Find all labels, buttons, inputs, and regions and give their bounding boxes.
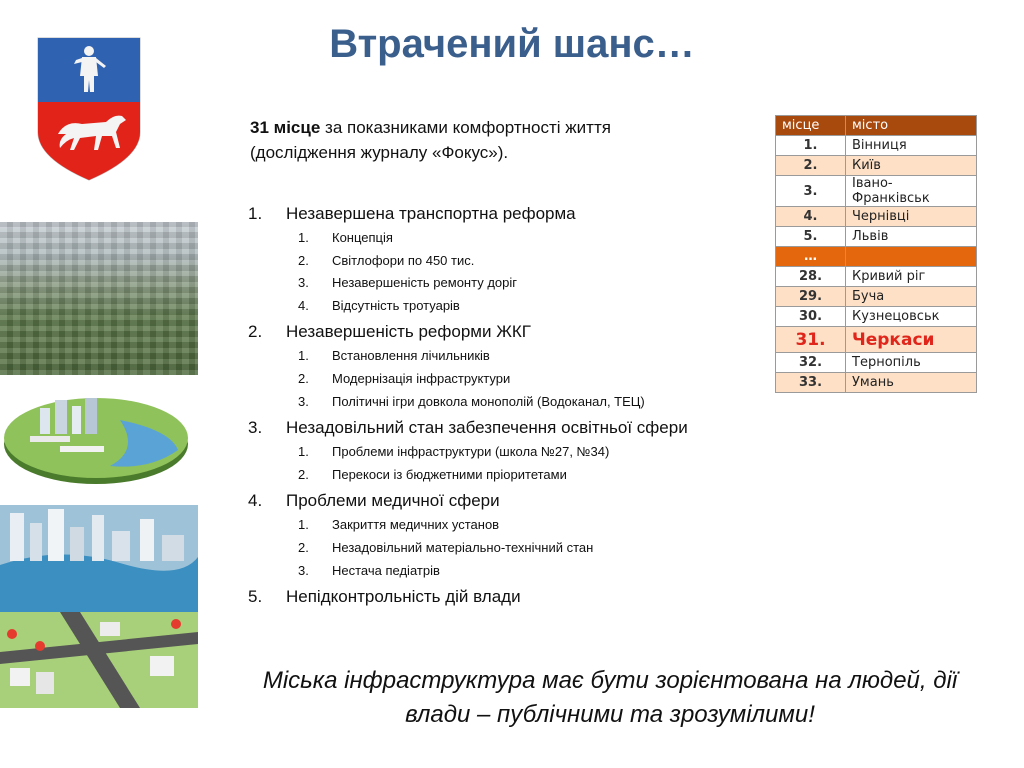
ranking-intro [250,115,700,165]
place-cell: 31. [776,327,846,353]
list-number: 3. [298,393,309,409]
list-number: 2. [248,322,263,342]
header-place: місце [776,116,846,136]
problem-label: Незавершена транспортна реформа [286,204,576,223]
sub-item [286,464,758,487]
sub-list [286,441,758,486]
table-row [776,227,977,247]
place-cell: 3. [776,176,846,207]
coat-of-arms-image [36,36,142,182]
sub-item [286,441,758,464]
place-cell: 1. [776,136,846,156]
city-cell: Буча [846,287,977,307]
conclusion-line-2: влади – публічними та зрозумілими! [405,701,815,728]
table-row [776,307,977,327]
city-cell: Кузнецовськ [846,307,977,327]
place-cell: 30. [776,307,846,327]
sub-item-label: Незавершеність ремонту доріг [332,275,518,291]
problem-label: Непідконтрольність дій влади [286,587,521,607]
city-cell: Вінниця [846,136,977,156]
table-header-row [776,116,977,136]
sub-item-label: Перекоси із бюджетними пріоритетами [332,466,567,482]
city-render-coast-image [0,505,198,615]
place-cell: … [776,247,846,267]
city-cell [846,247,977,267]
city-cell: Кривий ріг [846,267,977,287]
place-cell: 28. [776,267,846,287]
list-number: 5. [248,587,263,607]
problem-item [248,203,758,317]
sub-item-label: Нестача педіатрів [332,562,440,578]
list-number: 3. [298,562,309,578]
list-number: 2. [298,466,309,482]
page-title: Втрачений шанс… [329,22,695,66]
problem-item [248,586,758,608]
list-number: 2. [298,370,309,386]
list-number: 2. [298,252,309,268]
sub-item [286,537,758,560]
sub-item [286,272,758,295]
sub-item-label: Концепція [332,230,393,245]
table-row [776,287,977,307]
city-cell: Тернопіль [846,353,977,373]
city-cell: Черкаси [846,327,977,353]
sub-item [286,368,758,391]
sub-list [286,345,758,413]
city-model-disc-image [0,380,198,490]
conclusion-line-1: Міська інфраструктура має бути зорієнтована на людей, дії [262,667,958,694]
city-aerial-photo [0,222,198,375]
list-number: 4. [298,297,309,313]
header-city: місто [846,116,977,136]
sub-item-label: Світлофори по 450 тис. [332,252,475,268]
list-number: 4. [248,491,263,511]
list-number: 1. [298,230,309,245]
rank-description: за показниками комфортності життя (дослідження журналу «Фокус»). [250,118,611,162]
rank-highlight: 31 місце [250,118,321,137]
list-number: 1. [298,444,309,460]
place-cell: 4. [776,207,846,227]
place-cell: 5. [776,227,846,247]
problems-list [248,200,758,608]
list-number: 2. [298,539,309,555]
city-cell: Чернівці [846,207,977,227]
sub-item-label: Незадовільний матеріально-технічний стан [332,539,594,555]
problem-label: Проблеми медичної сфери [286,491,500,511]
sub-item [286,250,758,273]
sub-item-label: Модернізація інфраструктури [332,370,511,386]
sub-item [286,514,758,537]
list-number: 3. [298,275,309,291]
list-number: 1. [298,517,309,533]
sub-item [286,391,758,414]
sub-item-label: Встановлення лічильників [332,348,490,364]
place-cell: 33. [776,373,846,393]
list-number: 1. [248,204,263,223]
problem-label: Незавершеність реформи ЖКГ [286,322,531,342]
sub-list [286,227,758,317]
table-row [776,156,977,176]
table-row [776,207,977,227]
sub-list [286,514,758,582]
problem-item [248,417,758,486]
table-row-ellipsis [776,247,977,267]
list-number: 1. [298,348,309,364]
table-row [776,373,977,393]
city-infrastructure-illustration [0,612,198,708]
table-row-highlighted [776,327,977,353]
sub-item-label: Закриття медичних установ [332,517,500,533]
sub-item [286,345,758,368]
sub-item-label: Проблеми інфраструктури (школа №27, №34) [332,444,610,460]
sub-item-label: Політичні ігри довкола монополій (Водоканал, ТЕЦ) [332,393,645,409]
city-cell: Умань [846,373,977,393]
place-cell: 2. [776,156,846,176]
place-cell: 32. [776,353,846,373]
sub-item-label: Відсутність тротуарів [332,297,460,313]
sub-item [286,560,758,583]
problem-item [248,490,758,582]
place-cell: 29. [776,287,846,307]
city-ranking-table [775,115,977,393]
city-cell: Львів [846,227,977,247]
conclusion-statement [210,664,1010,732]
problem-item [248,321,758,413]
table-row [776,353,977,373]
sub-item [286,227,758,250]
city-cell: Івано-Франківськ [846,176,977,207]
city-cell: Київ [846,156,977,176]
list-number: 3. [248,418,263,438]
problem-label: Незадовільний стан забезпечення освітньої сфери [286,418,688,438]
table-row [776,267,977,287]
table-row [776,176,977,207]
sub-item [286,295,758,318]
table-row [776,136,977,156]
